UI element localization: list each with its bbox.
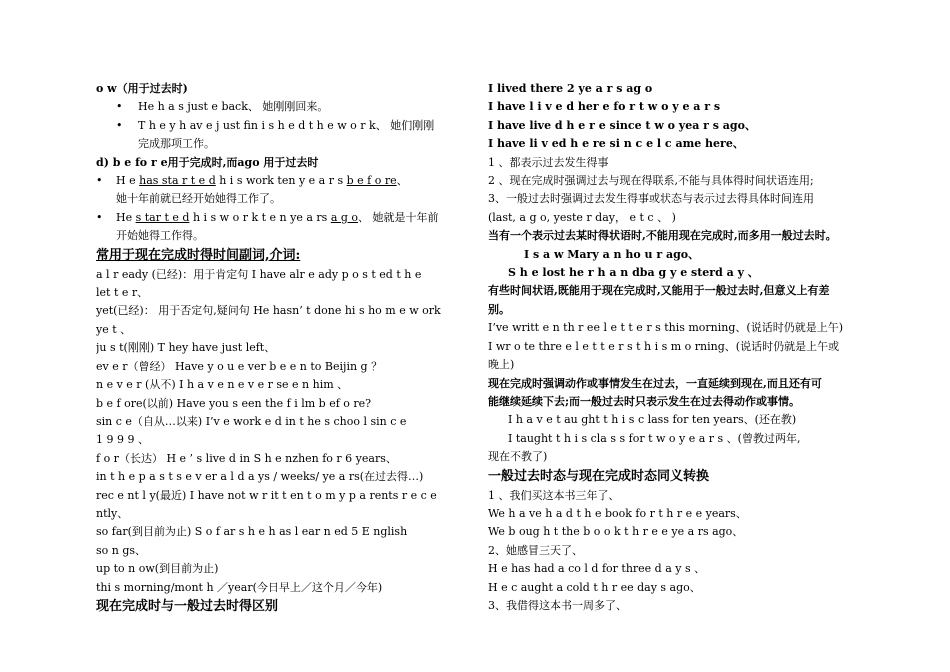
adverb-this-morning: thi s morning/mont h ／year(今日早上／这个月／今年)	[96, 580, 383, 594]
bullet-example-2-cont: 完成那项工作。	[138, 137, 215, 151]
adverb-recently: rec e nt l y(最近) I have not w r it t en t o m y p a rents r e c e	[96, 488, 437, 502]
section-heading-adverbs: 常用于现在完成时得时间副词,介词:	[96, 247, 301, 263]
rule-continuation-cont: 能继续延续下去;而一般过去时只表示发生在过去得动作或事情。	[488, 394, 801, 408]
conversion-2: 2、她感冒三天了、	[488, 543, 583, 557]
point-3: 3、一般过去时强调过去发生得事或状态与表示过去得具体时间连用	[488, 192, 814, 206]
rule-past-adverbial: 当有一个表示过去某时得状语时,不能用现在完成时,而多用一般过去时。	[488, 229, 837, 243]
example-have-taught: I h a v e t au ght t h i s c lass for ten years、(还在教)	[508, 413, 797, 427]
example-lived-ago: I lived there 2 ye a r s ag o	[488, 82, 653, 95]
bullet-example-3-cont: 她十年前就已经开始她得工作了。	[116, 192, 281, 206]
example-lived-for: I have l i v e d her e fo r t w o y e a r s	[488, 100, 721, 114]
rule-both-tenses-cont: 别。	[488, 302, 510, 316]
example-saw-mary: I s a w Mary a n ho u r ago、	[524, 247, 700, 261]
adverb-already: a l r eady (已经)：用于肯定句 I have alr e ady p o s t ed t h e	[96, 267, 422, 281]
bullet-icon: •	[96, 210, 103, 224]
right-column	[488, 80, 860, 615]
conversion-1-a: We h a ve h a d t h e book fo r t h r e e years、	[488, 506, 747, 520]
rule-continuation: 现在完成时强调动作或事情发生在过去，一直延续到现在,而且还有可	[488, 376, 822, 390]
point-2: 2 、现在完成时强调过去与现在得联系,不能与具体得时间状语连用;	[488, 174, 814, 188]
adverb-never: n e v e r (从不) I h a v e n e v e r se e n him 、	[96, 378, 349, 392]
bullet-example-1: • He h a s just e back、 她刚刚回来。	[96, 98, 466, 116]
section-heading-difference: 现在完成时与一般过去时得区别	[96, 598, 279, 614]
rule-both-tenses: 有些时间状语,既能用于现在完成时,又能用于一般过去时,但意义上有差	[488, 284, 830, 298]
adverb-yet-cont: ye t 、	[96, 322, 132, 336]
adverb-so-far: so far(到目前为止) S o f ar s h e h as l ear n ed 5 E nglish	[96, 525, 408, 539]
conversion-2-b: H e c aught a cold t h r ee day s ago、	[488, 580, 701, 594]
example-taught-cont: 现在不教了)	[488, 450, 548, 464]
bullet-example-2: • T h e y h av e j ust fin i s h e d t h e w o r k、 她们刚刚	[96, 117, 466, 135]
conversion-3: 3、我借得这本书一周多了、	[488, 598, 627, 612]
adverb-recently-cont: ntly、	[96, 506, 129, 520]
example-lost-handbag: S h e lost he r h a n dba g y e sterd a y 、	[508, 266, 759, 280]
adverb-since: sin c e（自从…以来) I’v e work e d in t he s choo l sin c e	[96, 414, 407, 428]
bullet-example-3: • H e has sta r t e d h i s work ten y e a r s b e f o re、	[96, 172, 466, 190]
adverb-in-the-past: in t h e p a s t s e v er a l d a ys / weeks/ ye a rs(在过去得…)	[96, 470, 424, 484]
adverb-ever: ev e r（曾经） Have y o u e ver b e e n to Beijin g ？	[96, 359, 383, 373]
adverb-before: b e f ore(以前) Have you s een the f i lm b ef o re?	[96, 396, 372, 410]
point-3-cont: (last, a g o, yeste r day， e t c 、 )	[488, 210, 676, 224]
example-wrote-letters: I wr o te thre e l e t t e r s t h i s m o rning、(说话时仍就是上午或	[488, 339, 840, 353]
line-before-ago: d) b e fo r e用于完成时,而ago 用于过去时	[96, 155, 319, 169]
adverb-for: f o r（长达） H e ’ s live d in S h e nzhen fo r 6 years、	[96, 451, 397, 465]
section-heading-conversion: 一般过去时态与现在完成时态同义转换	[488, 468, 710, 484]
adverb-yet: yet(已经)： 用于否定句,疑问句 He hasn’ t done hi s ho m e w ork	[96, 304, 441, 318]
example-taught: I taught t h i s cla s s for t w o y e a r s 、(曾教过两年,	[508, 431, 801, 445]
line-now-past: o w（用于过去时)	[96, 82, 188, 95]
adverb-since-cont: 1 9 9 9 、	[96, 433, 149, 447]
bullet-example-4: • He s tar t e d h i s w o r k t e n ye a rs a g o、 她就是十年前	[96, 209, 466, 227]
point-1: 1 、都表示过去发生得事	[488, 155, 609, 169]
conversion-2-a: H e has had a co l d for three d a y s 、	[488, 562, 706, 576]
conversion-1: 1 、我们买这本书三年了、	[488, 488, 620, 502]
left-column	[96, 80, 466, 617]
bullet-example-4-cont: 开始她得工作得。	[116, 229, 204, 243]
conversion-1-b: We b oug h t the b o o k t h r e e ye a rs ago、	[488, 525, 744, 539]
adverb-up-to-now: up to n ow(到目前为止)	[96, 562, 219, 576]
bullet-icon: •	[96, 174, 103, 188]
adverb-already-cont: let t e r、	[96, 286, 149, 300]
example-lived-since-came: I have li v ed h e re si n c e l c ame here、	[488, 137, 744, 151]
example-written-letters: I’ve writt e n th r ee l e t t e r s this morning、(说话时仍就是上午)	[488, 321, 843, 335]
example-lived-since-ago: I have live d h e r e since t w o yea r s ago、	[488, 118, 756, 132]
bullet-icon: •	[116, 100, 123, 114]
example-wrote-letters-cont: 晚上)	[488, 358, 515, 372]
adverb-so-far-cont: so n gs、	[96, 543, 147, 557]
bullet-icon: •	[116, 118, 123, 132]
adverb-just: ju s t(刚刚) T hey have just left、	[96, 341, 276, 355]
